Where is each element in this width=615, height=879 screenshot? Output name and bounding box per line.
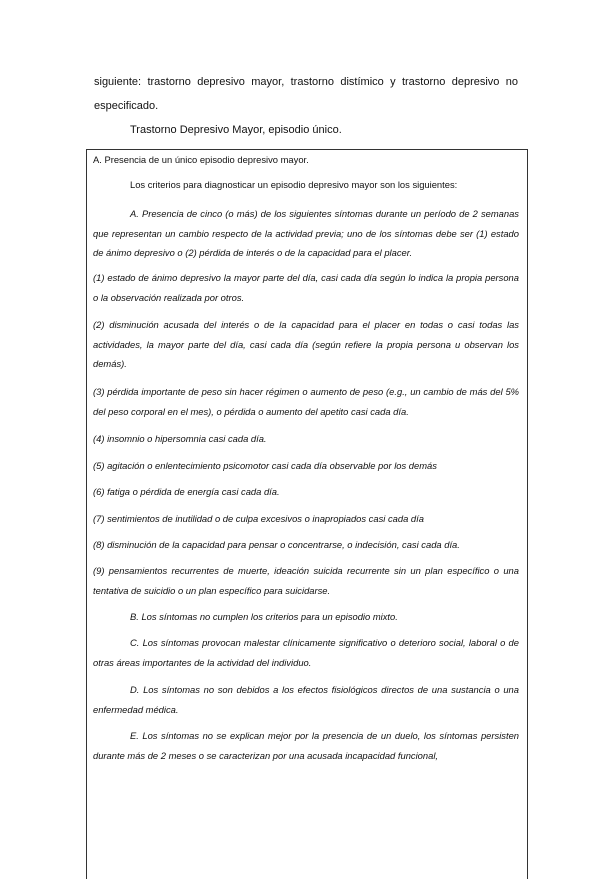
criterion-a: A. Presencia de cinco (o más) de los siguientes síntomas durante un período de 2 semanas que representan un cambio respecto de la actividad previa; uno de los síntomas debe ser (1) estado de ánimo depresivo o (2) pérdida de interés o de la capacidad para el placer.	[93, 208, 519, 258]
symptom-6: (6) fatiga o pérdida de energía casi cada día.	[93, 486, 280, 497]
criterion-d: D. Los síntomas no son debidos a los efectos fisiológicos directos de una sustancia o una enfermedad médica.	[93, 684, 519, 715]
symptom-7: (7) sentimientos de inutilidad o de culpa excesivos o inapropiados casi cada día	[93, 513, 424, 524]
criterion-c: C. Los síntomas provocan malestar clínicamente significativo o deterioro social, laboral o de otras áreas importantes de la actividad del individuo.	[93, 637, 519, 668]
criterion-e: E. Los síntomas no se explican mejor por la presencia de un duelo, los síntomas persisten durante más de 2 meses o se caracterizan por una acusada incapacidad funcional,	[93, 730, 519, 761]
symptom-9: (9) pensamientos recurrentes de muerte, ideación suicida recurrente sin un plan específico o una tentativa de suicidio o un plan específico para suicidarse.	[93, 565, 519, 596]
section-heading: Trastorno Depresivo Mayor, episodio único.	[130, 124, 342, 136]
criteria-box-title: A. Presencia de un único episodio depresivo mayor.	[93, 154, 309, 165]
symptom-1: (1) estado de ánimo depresivo la mayor parte del día, casi cada día según lo indica la propia persona o la observación realizada por otros.	[93, 272, 519, 303]
symptom-3: (3) pérdida importante de peso sin hacer régimen o aumento de peso (e.g., un cambio de más del 5% del peso corporal en el mes), o pérdida o aumento del apetito casi cada día.	[93, 386, 519, 417]
intro-paragraph: siguiente: trastorno depresivo mayor, trastorno distímico y trastorno depresivo no especificado.	[94, 76, 518, 112]
symptom-8: (8) disminución de la capacidad para pensar o concentrarse, o indecisión, casi cada día.	[93, 539, 460, 550]
criteria-intro: Los criterios para diagnosticar un episodio depresivo mayor son los siguientes:	[130, 179, 458, 190]
symptom-4: (4) insomnio o hipersomnia casi cada día.	[93, 433, 267, 444]
criterion-b: B. Los síntomas no cumplen los criterios para un episodio mixto.	[130, 611, 398, 622]
symptom-2: (2) disminución acusada del interés o de la capacidad para el placer en todas o casi todas las actividades, la mayor parte del día, casi cada día (según refiere la propia persona u observan los demás).	[93, 319, 519, 369]
symptom-5: (5) agitación o enlentecimiento psicomotor casi cada día observable por los demás	[93, 460, 437, 471]
